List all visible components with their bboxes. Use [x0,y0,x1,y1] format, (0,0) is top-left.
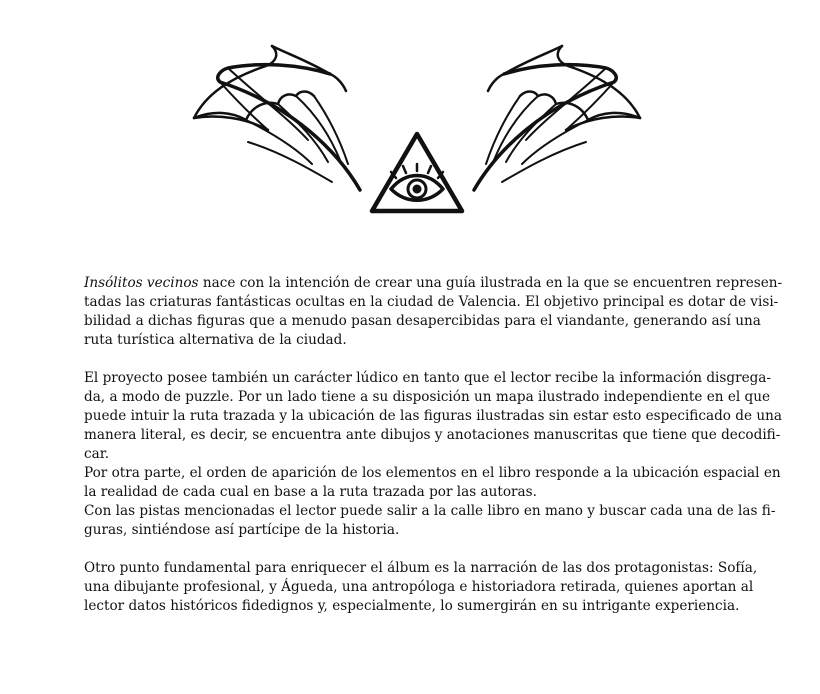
narration-line: una dibujante profesional, y Águeda, una antropóloga e historiadora retirada, quienes aportan al [84,579,754,595]
left-wing-icon [194,46,360,190]
intro-line: ruta turística alternativa de la ciudad. [84,332,347,348]
project-line: car. [84,446,110,462]
project-line: puede intuir la ruta trazada y la ubicación de las figuras ilustradas sin estar esto especificado de una [84,408,782,424]
intro-line: tadas las criaturas fantásticas ocultas en la ciudad de Valencia. El objetivo principal es dotar de visi- [84,294,779,310]
paragraph-gap [84,350,744,369]
project-line: da, a modo de puzzle. Por un lado tiene a su disposición un mapa ilustrado independiente en el que [84,389,771,405]
project-line: El proyecto posee también un carácter lúdico en tanto que el lector recibe la información disgrega- [84,370,772,386]
intro-line-1 [84,274,783,293]
intro-line-1-rest: nace con la intención de crear una guía ilustrada en la que se encuentren represen- [198,275,783,291]
project-line: la realidad de cada cual en base a la ruta trazada por las autoras. [84,484,537,500]
right-wing-icon [474,46,640,190]
narration-line: Otro punto fundamental para enriquecer el álbum es la narración de las dos protagonistas: Sofía, [84,560,758,576]
paragraph-gap [84,540,744,559]
project-line: Con las pistas mencionadas el lector puede salir a la calle libro en mano y buscar cada una de las fi- [84,503,776,519]
body-text [84,274,783,616]
narration-line: lector datos históricos fidedignos y, especialmente, lo sumergirán en su intrigante experiencia. [84,598,740,614]
winged-eye-emblem-icon [188,40,646,218]
intro-line: bilidad a dichas figuras que a menudo pasan desapercibidas para el viandante, generando así una [84,313,761,329]
project-line: manera literal, es decir, se encuentra ante dibujos y anotaciones manuscritas que tiene que decodifi- [84,427,781,443]
book-title: Insólitos vecinos [84,275,199,291]
project-line: guras, sintiéndose así partícipe de la historia. [84,522,400,538]
project-line: Por otra parte, el orden de aparición de los elementos en el libro responde a la ubicación espacial en [84,465,781,481]
